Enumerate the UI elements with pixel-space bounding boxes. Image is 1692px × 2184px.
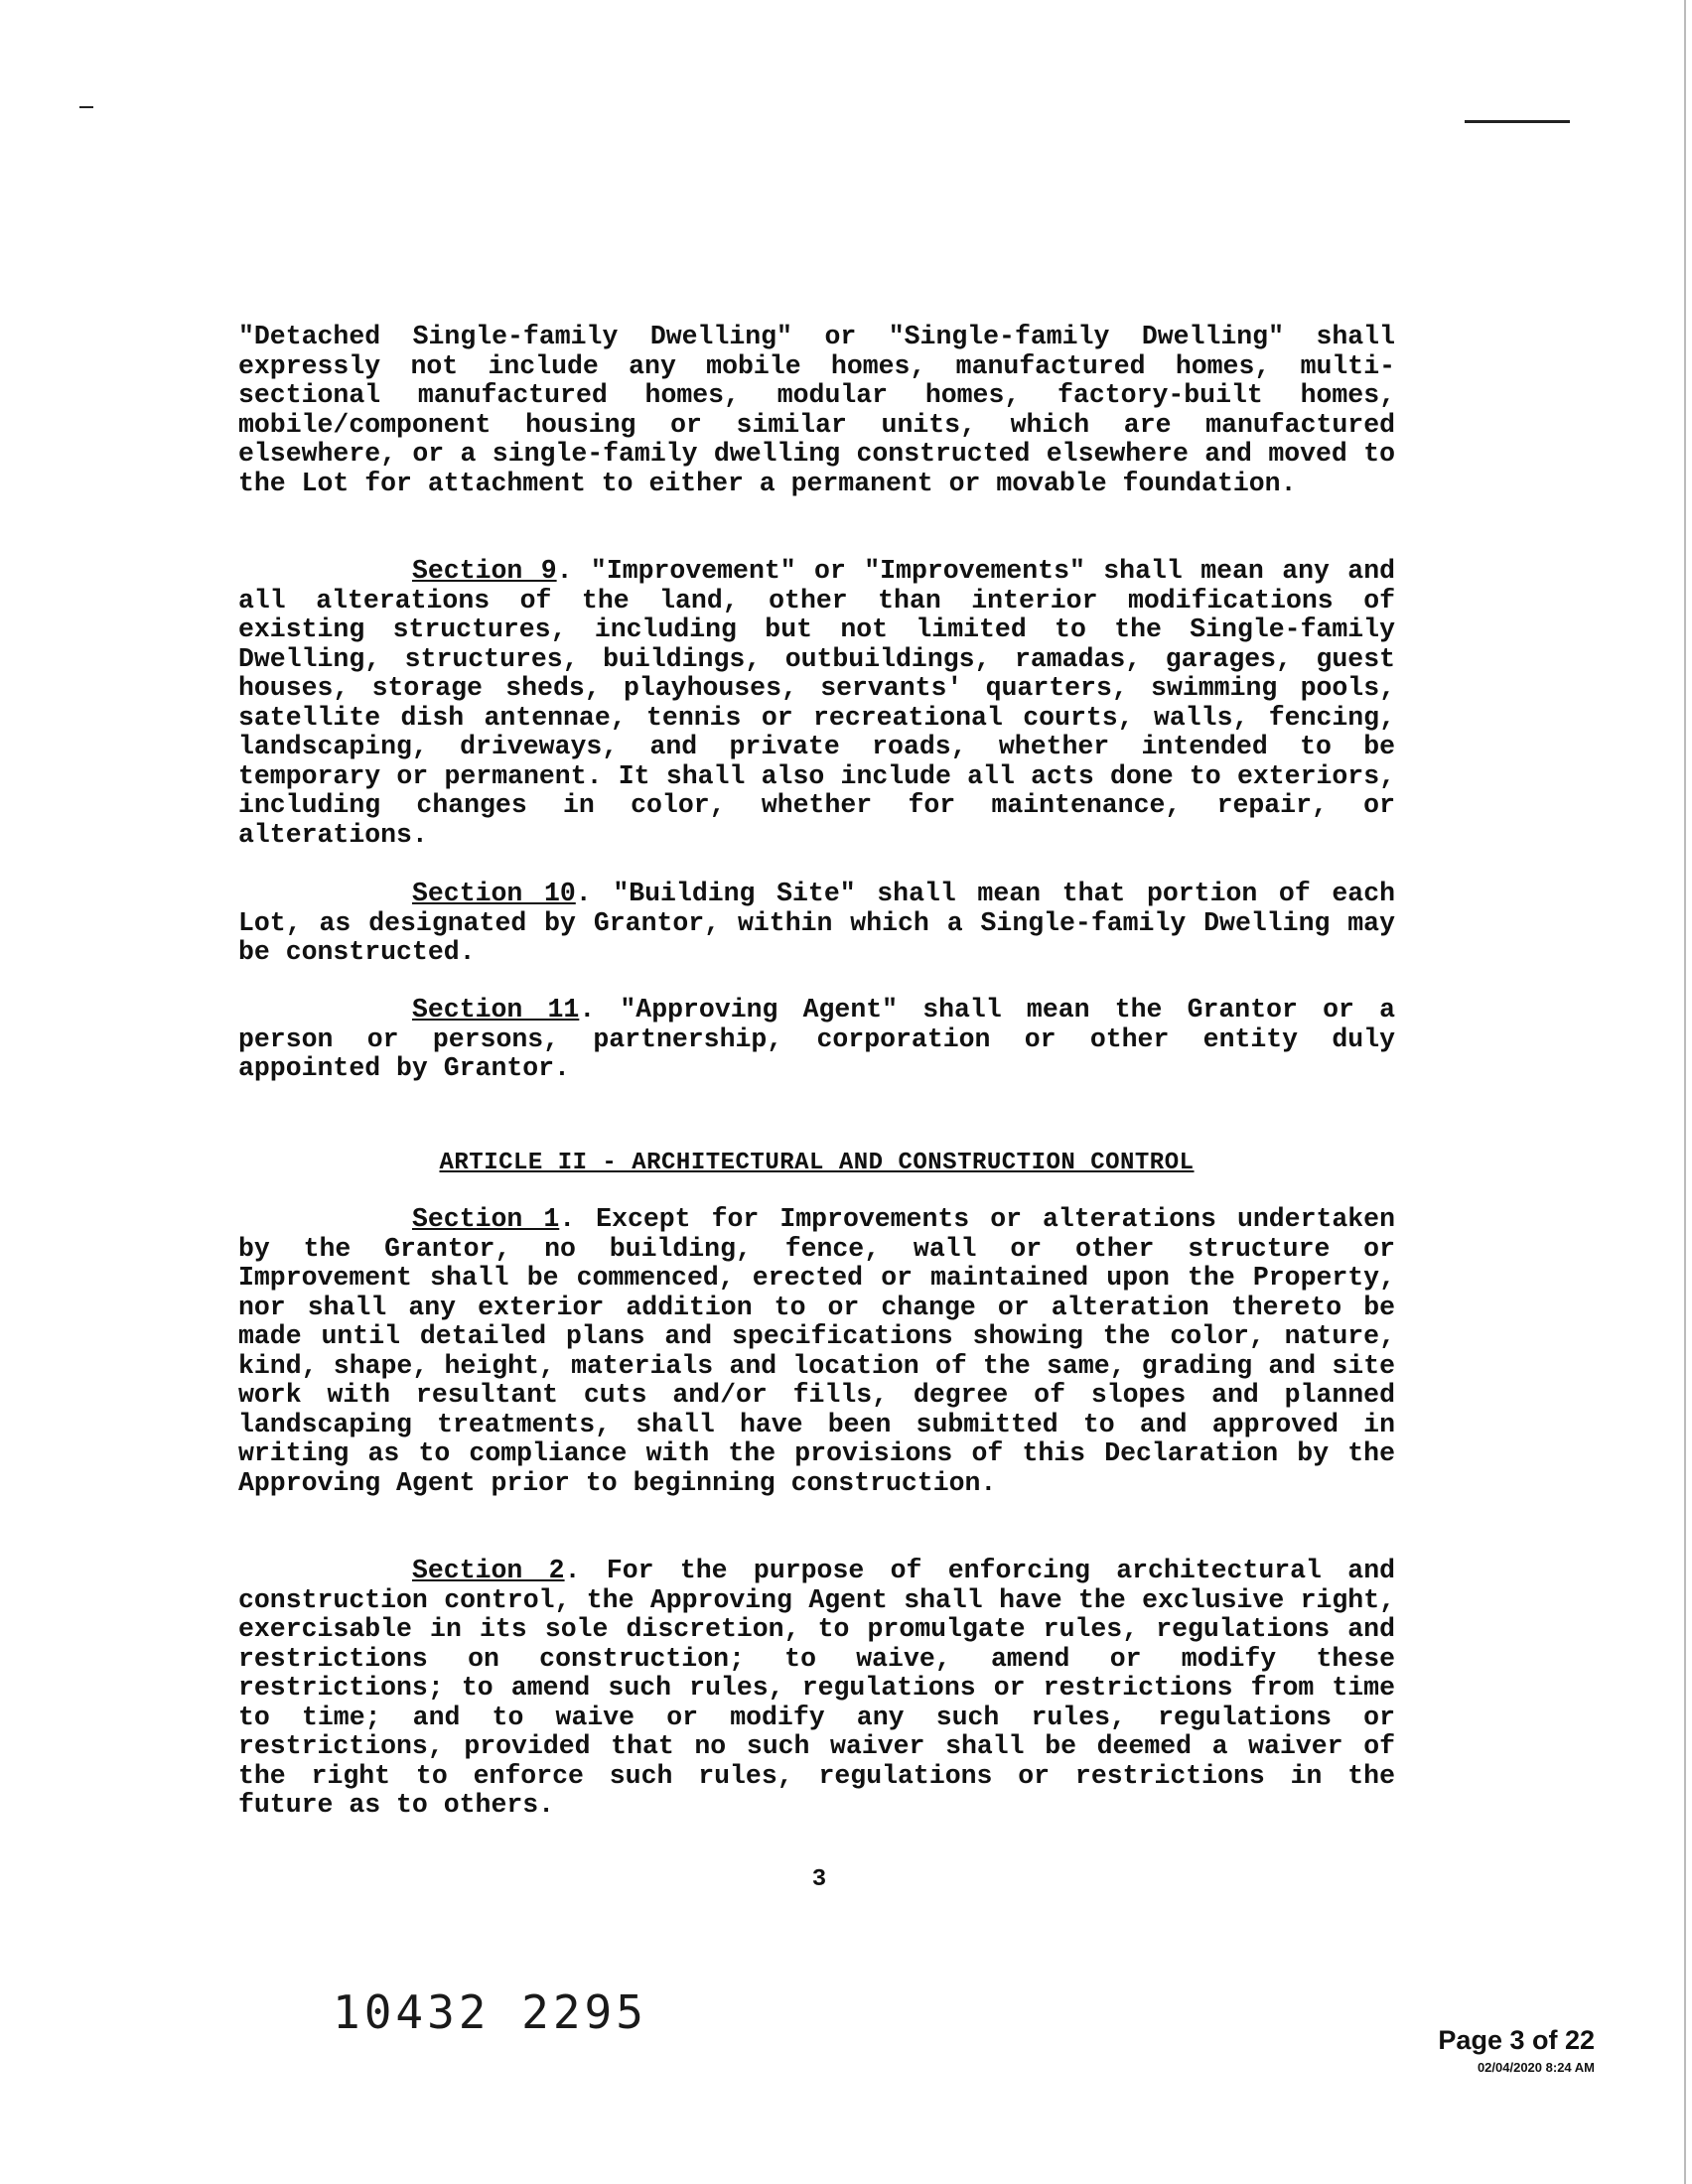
- section-label: Section 11: [412, 995, 580, 1024]
- section-paragraph: [238, 1205, 1395, 1498]
- recorder-stamp: [1438, 2025, 1595, 2075]
- recorder-timestamp: 02/04/2020 8:24 AM: [1477, 2060, 1595, 2075]
- page-number: 3: [811, 1866, 827, 1893]
- section-text: . For the purpose of enforcing architectural and construction control, the Approving Agent shall have the exclusive right, exercisable in its sole discretion, to promulgate rules, regulations and restrictions on construction; to waive, amend or modify these restrictions; to amend such rules, regulations or restrictions from time to time; and to waive or modify any such rules, regulations or restrictions, provided that no such waiver shall be deemed a waiver of the right to enforce such rules, regulations or restrictions in the future as to others.: [238, 1556, 1396, 1820]
- section-paragraph: [238, 996, 1395, 1084]
- section-text: . "Improvement" or "Improvements" shall mean any and all alterations of the land, other than interior modifications of existing structures, including but not limited to the Single-family Dwelling, structures, buildings, outbuildings, ramadas, garages, guest houses, storage sheds, playhouses, servants' quarters, swimming pools, satellite dish antennae, tennis or recreational courts, walls, fencing, landscaping, driveways, and private roads, whether intended to be temporary or permanent. It shall also include all acts done to exteriors, including changes in color, whether for maintenance, repair, or alterations.: [238, 556, 1396, 850]
- article-heading: ARTICLE II - ARCHITECTURAL AND CONSTRUCTION CONTROL: [439, 1150, 1195, 1176]
- section-label: Section 9: [412, 556, 557, 586]
- section-label: Section 1: [412, 1204, 560, 1234]
- section-text: . "Building Site" shall mean that portion of each Lot, as designated by Grantor, within which a Single-family Dwelling may be constructed.: [238, 879, 1395, 967]
- paragraph-text: "Detached Single-family Dwelling" or "Single-family Dwelling" shall expressly not include any mobile homes, manufactured homes, multi-sectional manufactured homes, modular homes, factory-built homes, mobile/component housing or similar units, which are manufactured elsewhere, or a single-family dwelling constructed elsewhere and moved to the Lot for attachment to either a permanent or movable foundation.: [238, 322, 1395, 498]
- section-paragraph: [238, 557, 1395, 850]
- scan-mark-right: [1465, 120, 1570, 123]
- section-11: [238, 996, 1395, 1084]
- section-text: . Except for Improvements or alterations undertaken by the Grantor, no building, fence, wall or other structure or Improvement shall be commenced, erected or maintained upon the Property, nor shall any exterior addition to or change or alteration thereto be made until detailed plans and specifications showing the color, nature, kind, shape, height, materials and location of the same, grading and site work with resultant cuts and/or fills, degree of slopes and planned landscaping treatments, shall have been submitted to and approved in writing as to compliance with the provisions of this Declaration by the Approving Agent prior to beginning construction.: [238, 1204, 1395, 1498]
- scan-mark-left: [79, 106, 93, 108]
- definition-continuation: [238, 323, 1395, 498]
- section-label: Section 10: [412, 879, 576, 908]
- section-label: Section 2: [412, 1556, 565, 1585]
- section-9: [238, 557, 1395, 850]
- page-edge: [1684, 0, 1686, 2184]
- article-2-section-1: [238, 1205, 1395, 1498]
- section-text: . "Approving Agent" shall mean the Grantor or a person or persons, partnership, corporation or other entity duly appointed by Grantor.: [238, 995, 1395, 1083]
- article-2-section-2: [238, 1557, 1395, 1821]
- section-paragraph: [238, 880, 1395, 968]
- section-paragraph: [238, 1557, 1395, 1821]
- recorder-page: Page 3 of 22: [1438, 2025, 1595, 2055]
- section-10: [238, 880, 1395, 968]
- book-page-stamp: 10432 2295: [333, 1985, 647, 2039]
